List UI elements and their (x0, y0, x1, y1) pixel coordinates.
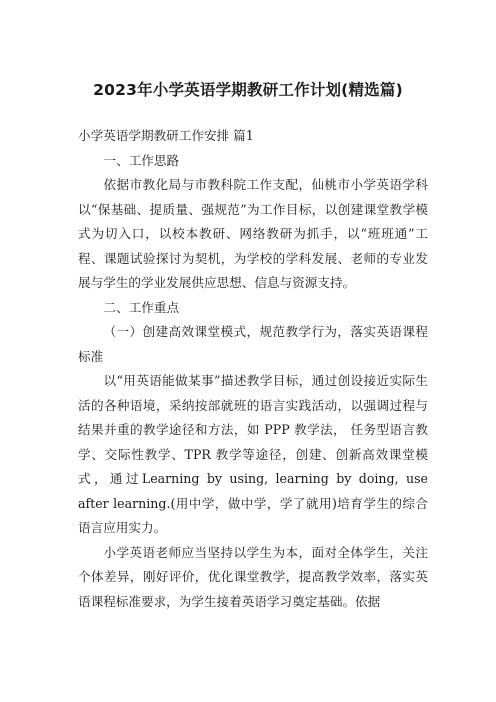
paragraph-teacher-guidance: 小学英语老师应当坚持以学生为本，面对全体学生，关注个体差异，刚好评价，优化课堂教学，提高教学效率，落实英语课程标准要求，为学生接着英语学习奠定基础。依据 (78, 544, 428, 609)
paragraph-teaching-goals: 以“用英语能做某事”描述教学目标，通过创设接近实际生活的各种语境，采纳按部就班的语言实践活动，以强调过程与结果并重的教学途径和方法，如 PPP 教学法， 任务型语言教学、交际性教学、TPR 教学等途径，创建、创新高效课堂模式，通过Learning by using, learning by doing, use after learning.(用中学，做中学，学了就用)培育学生的综合语言应用实力。 (78, 373, 428, 535)
document-body (78, 124, 428, 614)
section-subtitle: 小学英语学期教研工作安排 篇1 (78, 128, 254, 143)
subheading-efficient-classroom: （一）创建高效课堂模式，规范教学行为，落实英语课程标准 (78, 324, 428, 364)
paragraph-work-approach: 依据市教化局与市教科院工作支配，仙桃市小学英语学科以“保基础、提质量、强规范”为工作目标，以创建课堂教学模式为切入口，以校本教研、网络教研为抓手，以“班班通”工程、课题试验探讨为契机，为学校的学科发展、老师的专业发展与学生的学业发展供应思想、信息与资源支持。 (78, 177, 428, 290)
heading-work-approach: 一、工作思路 (103, 152, 180, 168)
document-title: 2023年小学英语学期教研工作计划(精选篇) (93, 81, 403, 99)
heading-work-focus: 二、工作重点 (103, 299, 180, 315)
